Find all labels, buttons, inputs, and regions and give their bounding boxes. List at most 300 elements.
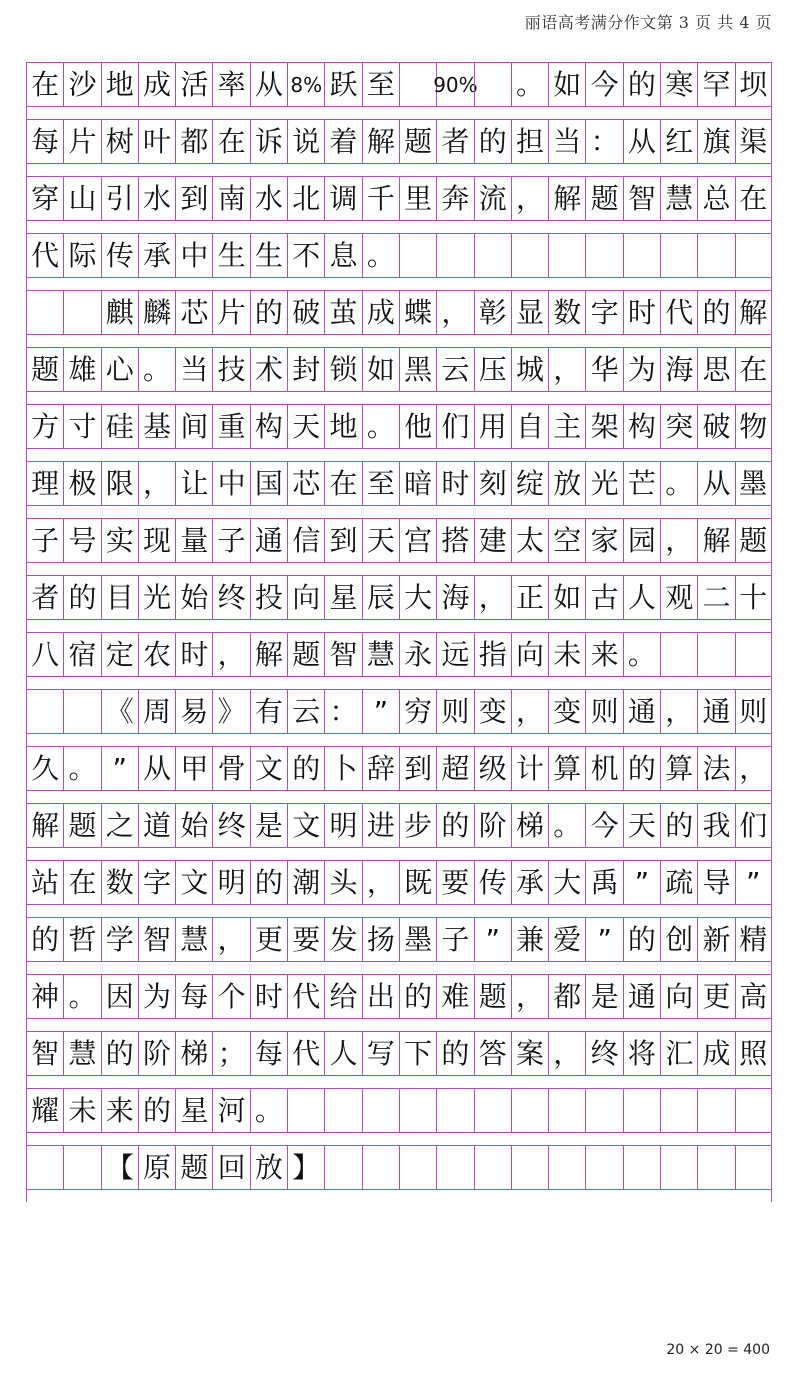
grid-cell: 重: [212, 405, 249, 448]
grid-cell: 叶: [138, 120, 175, 163]
grid-cell: 智: [26, 1032, 63, 1075]
grid-cell: 题: [175, 1146, 212, 1189]
grid-row: [26, 518, 772, 563]
grid-cell: 云: [287, 690, 324, 733]
grid-cell: 号: [63, 519, 100, 562]
grid-cell: 的: [623, 63, 660, 106]
grid-cell: 子: [212, 519, 249, 562]
grid-cell: ，: [436, 291, 473, 334]
grid-row: [26, 62, 772, 107]
grid-cell: 天: [287, 405, 324, 448]
grid-cell: 从: [250, 63, 287, 106]
grid-cell: [548, 1089, 585, 1132]
grid-cell: 站: [26, 861, 63, 904]
grid-cell: 们: [735, 804, 772, 847]
grid-cell: [436, 1146, 473, 1189]
grid-cell: 破: [287, 291, 324, 334]
grid-cell: 云: [436, 348, 473, 391]
grid-cell: [697, 633, 734, 676]
grid-cell: [548, 1146, 585, 1189]
grid-row: [26, 176, 772, 221]
grid-cell: 解: [697, 519, 734, 562]
grid-cell: 架: [585, 405, 622, 448]
grid-cell: 时: [436, 462, 473, 505]
grid-cell: ，: [511, 690, 548, 733]
grid-cell: 爱: [548, 918, 585, 961]
row-gap: [26, 1133, 772, 1145]
grid-cell: 慧: [660, 177, 697, 220]
grid-cell: 大: [399, 576, 436, 619]
grid-cell: 里: [399, 177, 436, 220]
grid-cell: [399, 1146, 436, 1189]
grid-cell: 承: [138, 234, 175, 277]
grid-cell: 智: [138, 918, 175, 961]
grid-cell: [585, 234, 622, 277]
grid-cell: 题: [474, 975, 511, 1018]
grid-cell: ，: [660, 690, 697, 733]
grid-cell: 导: [697, 861, 734, 904]
grid-cell: 中: [175, 234, 212, 277]
grid-cell: 法: [697, 747, 734, 790]
grid-cell: 中: [212, 462, 249, 505]
grid-cell: 者: [26, 576, 63, 619]
grid-row: [26, 119, 772, 164]
grid-row: [26, 1031, 772, 1076]
grid-cell: 通: [250, 519, 287, 562]
grid-cell: 。: [362, 234, 399, 277]
grid-cell: 8%: [287, 63, 324, 106]
grid-cell: 麟: [138, 291, 175, 334]
grid-cell: 正: [511, 576, 548, 619]
grid-cell: 既: [399, 861, 436, 904]
grid-cell: 投: [250, 576, 287, 619]
grid-cell: 照: [735, 1032, 772, 1075]
grid-row: [26, 974, 772, 1019]
grid-cell: 文: [287, 804, 324, 847]
grid-cell: 穷: [399, 690, 436, 733]
grid-cell: 的: [63, 576, 100, 619]
grid-row: [26, 1088, 772, 1133]
grid-cell: 引: [101, 177, 138, 220]
grid-cell: 疏: [660, 861, 697, 904]
grid-cell: 自: [511, 405, 548, 448]
grid-cell: 通: [697, 690, 734, 733]
grid-cell: 搭: [436, 519, 473, 562]
grid-cell: [511, 1089, 548, 1132]
grid-cell: 在: [26, 63, 63, 106]
grid-cell: 调: [324, 177, 361, 220]
grid-cell: 芯: [175, 291, 212, 334]
grid-cell: 生: [250, 234, 287, 277]
grid-cell: 终: [212, 576, 249, 619]
grid-cell: 慧: [175, 918, 212, 961]
row-gap: [26, 563, 772, 575]
grid-cell: 到: [324, 519, 361, 562]
grid-cell: ，: [511, 975, 548, 1018]
grid-cell: 诉: [250, 120, 287, 163]
grid-cell: 甲: [175, 747, 212, 790]
grid-cell: 海: [436, 576, 473, 619]
grid-cell: 树: [101, 120, 138, 163]
grid-row: [26, 746, 772, 791]
grid-cell: 因: [101, 975, 138, 1018]
grid-cell: 家: [585, 519, 622, 562]
grid-cell: 跃: [324, 63, 361, 106]
grid-cell: 在: [212, 120, 249, 163]
grid-cell: [585, 1146, 622, 1189]
grid-cell: [436, 1089, 473, 1132]
grid-cell: 代: [660, 291, 697, 334]
grid-cell: 梯: [511, 804, 548, 847]
grid-cell: 个: [212, 975, 249, 1018]
grid-cell: 字: [138, 861, 175, 904]
grid-cell: 哲: [63, 918, 100, 961]
grid-cell: 星: [175, 1089, 212, 1132]
grid-cell: 墨: [735, 462, 772, 505]
grid-cell: 罕: [697, 63, 734, 106]
grid-cell: [660, 633, 697, 676]
grid-cell: [287, 1089, 324, 1132]
grid-cell: [511, 1146, 548, 1189]
row-gap: [26, 1076, 772, 1088]
grid-cell: 更: [250, 918, 287, 961]
grid-cell: 压: [474, 348, 511, 391]
grid-cell: 。: [250, 1089, 287, 1132]
grid-cell: 明: [324, 804, 361, 847]
grid-cell: 未: [548, 633, 585, 676]
grid-cell: 神: [26, 975, 63, 1018]
grid-cell: 的: [287, 747, 324, 790]
grid-cell: [697, 1146, 734, 1189]
grid-cell: 步: [399, 804, 436, 847]
grid-cell: 生: [212, 234, 249, 277]
grid-cell: 算: [660, 747, 697, 790]
grid-cell: [399, 1089, 436, 1132]
grid-cell: 沙: [63, 63, 100, 106]
grid-cell: 为: [138, 975, 175, 1018]
grid-cell: 头: [324, 861, 361, 904]
grid-cell: 放: [548, 462, 585, 505]
grid-cell: [660, 234, 697, 277]
grid-cell: 构: [623, 405, 660, 448]
grid-cell: 墨: [399, 918, 436, 961]
grid-cell: 代: [26, 234, 63, 277]
grid-cell: 是: [250, 804, 287, 847]
grid-cell: 向: [660, 975, 697, 1018]
row-gap: [26, 1019, 772, 1031]
grid-cell: 子: [436, 918, 473, 961]
grid-cell: 久: [26, 747, 63, 790]
grid-cell: 千: [362, 177, 399, 220]
grid-cell: ，: [511, 177, 548, 220]
grid-cell: 目: [101, 576, 138, 619]
grid-cell: 的: [436, 1032, 473, 1075]
grid-cell: [623, 234, 660, 277]
grid-cell: [63, 1146, 100, 1189]
grid-cell: 时: [250, 975, 287, 1018]
grid-cell: [362, 1089, 399, 1132]
grid-cell: 文: [175, 861, 212, 904]
grid-cell: 代: [287, 975, 324, 1018]
grid-cell: 地: [101, 63, 138, 106]
row-gap: [26, 449, 772, 461]
grid-cell: 计: [511, 747, 548, 790]
grid-cell: 90%: [436, 63, 473, 106]
grid-cell: 之: [101, 804, 138, 847]
grid-cell: 始: [175, 576, 212, 619]
grid-cell: [623, 1089, 660, 1132]
grid-cell: ；: [212, 1032, 249, 1075]
grid-cell: 地: [324, 405, 361, 448]
grid-cell: 答: [474, 1032, 511, 1075]
row-gap: [26, 278, 772, 290]
grid-cell: 扬: [362, 918, 399, 961]
grid-cell: 息: [324, 234, 361, 277]
grid-cell: 蝶: [399, 291, 436, 334]
grid-row: [26, 290, 772, 335]
grid-cell: 突: [660, 405, 697, 448]
grid-cell: 宿: [63, 633, 100, 676]
grid-cell: 活: [175, 63, 212, 106]
grid-cell: ”: [735, 861, 772, 904]
grid-cell: [63, 690, 100, 733]
grid-cell: 古: [585, 576, 622, 619]
grid-cell: 级: [474, 747, 511, 790]
grid-cell: 解: [250, 633, 287, 676]
row-gap: [26, 905, 772, 917]
grid-cell: 解: [735, 291, 772, 334]
grid-cell: 理: [26, 462, 63, 505]
grid-cell: 远: [436, 633, 473, 676]
grid-cell: 在: [324, 462, 361, 505]
grid-cell: 天: [623, 804, 660, 847]
grid-cell: 算: [548, 747, 585, 790]
grid-cell: [399, 63, 436, 106]
grid-cell: [735, 234, 772, 277]
grid-cell: 彰: [474, 291, 511, 334]
grid-cell: 人: [623, 576, 660, 619]
grid-cell: ：: [585, 120, 622, 163]
grid-cell: 》: [212, 690, 249, 733]
row-gap: [26, 791, 772, 803]
grid-cell: 写: [362, 1032, 399, 1075]
grid-cell: 不: [287, 234, 324, 277]
grid-cell: 率: [212, 63, 249, 106]
grid-cell: 农: [138, 633, 175, 676]
grid-cell: 旗: [697, 120, 734, 163]
grid-cell: 流: [474, 177, 511, 220]
grid-cell: 兼: [511, 918, 548, 961]
grid-cell: 每: [26, 120, 63, 163]
grid-cell: 。: [623, 633, 660, 676]
grid-cell: 易: [175, 690, 212, 733]
grid-cell: [548, 234, 585, 277]
grid-cell: 《: [101, 690, 138, 733]
grid-cell: 通: [623, 690, 660, 733]
grid-cell: 回: [212, 1146, 249, 1189]
grid-cell: 高: [735, 975, 772, 1018]
grid-cell: 向: [511, 633, 548, 676]
grid-cell: 雄: [63, 348, 100, 391]
grid-cell: [697, 234, 734, 277]
grid-cell: 宫: [399, 519, 436, 562]
grid-cell: 放: [250, 1146, 287, 1189]
grid-cell: ，: [212, 918, 249, 961]
grid-cell: 担: [511, 120, 548, 163]
grid-cell: 说: [287, 120, 324, 163]
grid-cell: 超: [436, 747, 473, 790]
grid-cell: 如: [362, 348, 399, 391]
grid-cell: 时: [175, 633, 212, 676]
grid-cell: 创: [660, 918, 697, 961]
grid-cell: 十: [735, 576, 772, 619]
grid-cell: 芒: [623, 462, 660, 505]
grid-cell: 题: [585, 177, 622, 220]
grid-cell: [735, 1089, 772, 1132]
grid-cell: 来: [101, 1089, 138, 1132]
grid-cell: 华: [585, 348, 622, 391]
grid-cell: 都: [175, 120, 212, 163]
grid-cell: 向: [287, 576, 324, 619]
grid-cell: 题: [399, 120, 436, 163]
grid-cell: 精: [735, 918, 772, 961]
grid-cell: 星: [324, 576, 361, 619]
grid-cell: 当: [175, 348, 212, 391]
grid-cell: 解: [26, 804, 63, 847]
grid-cell: 太: [511, 519, 548, 562]
grid-cell: 如: [548, 576, 585, 619]
grid-cell: 。: [63, 975, 100, 1018]
grid-cell: 始: [175, 804, 212, 847]
grid-cell: [474, 1146, 511, 1189]
grid-cell: 的: [697, 291, 734, 334]
grid-cell: 显: [511, 291, 548, 334]
grid-cell: 让: [175, 462, 212, 505]
row-gap: [26, 392, 772, 404]
grid-cell: [697, 1089, 734, 1132]
grid-cell: 有: [250, 690, 287, 733]
grid-cell: 片: [212, 291, 249, 334]
grid-cell: 黑: [399, 348, 436, 391]
grid-cell: [585, 1089, 622, 1132]
grid-cell: 思: [697, 348, 734, 391]
grid-cell: 慧: [63, 1032, 100, 1075]
grid-row: [26, 404, 772, 449]
grid-cell: 永: [399, 633, 436, 676]
grid-cell: 将: [623, 1032, 660, 1075]
grid-cell: 来: [585, 633, 622, 676]
grid-cell: 题: [287, 633, 324, 676]
grid-cell: 数: [101, 861, 138, 904]
grid-cell: 山: [63, 177, 100, 220]
grid-cell: 道: [138, 804, 175, 847]
grid-cell: [511, 234, 548, 277]
grid-cell: 阶: [138, 1032, 175, 1075]
grid-cell: 发: [324, 918, 361, 961]
grid-cell: [474, 234, 511, 277]
grid-cell: 者: [436, 120, 473, 163]
grid-cell: 传: [474, 861, 511, 904]
grid-cell: 天: [362, 519, 399, 562]
grid-cell: ”: [474, 918, 511, 961]
grid-cell: 到: [175, 177, 212, 220]
grid-cell: 在: [63, 861, 100, 904]
grid-cell: 阶: [474, 804, 511, 847]
grid-cell: 梯: [175, 1032, 212, 1075]
grid-cell: 承: [511, 861, 548, 904]
grid-cell: 慧: [362, 633, 399, 676]
grid-cell: 城: [511, 348, 548, 391]
grid-cell: 总: [697, 177, 734, 220]
grid-row: [26, 803, 772, 848]
grid-cell: ”: [362, 690, 399, 733]
grid-cell: 到: [399, 747, 436, 790]
grid-cell: 。: [362, 405, 399, 448]
grid-cell: ，: [548, 1032, 585, 1075]
grid-cell: 间: [175, 405, 212, 448]
grid-cell: 学: [101, 918, 138, 961]
grid-cell: 坝: [735, 63, 772, 106]
grid-cell: 至: [362, 63, 399, 106]
grid-row: [26, 575, 772, 620]
grid-cell: 为: [623, 348, 660, 391]
grid-cell: 从: [697, 462, 734, 505]
grid-cell: 的: [250, 291, 287, 334]
grid-cell: 他: [399, 405, 436, 448]
grid-cell: 则: [585, 690, 622, 733]
grid-cell: 术: [250, 348, 287, 391]
grid-spec-label: 20 × 20 = 400: [666, 1342, 770, 1358]
grid-cell: 在: [735, 177, 772, 220]
grid-cell: 。: [660, 462, 697, 505]
grid-cell: 主: [548, 405, 585, 448]
grid-cell: 变: [548, 690, 585, 733]
grid-cell: 今: [585, 63, 622, 106]
grid-cell: 现: [138, 519, 175, 562]
grid-cell: ”: [623, 861, 660, 904]
grid-cell: 南: [212, 177, 249, 220]
grid-cell: [26, 1146, 63, 1189]
grid-cell: 辞: [362, 747, 399, 790]
grid-cell: 空: [548, 519, 585, 562]
grid-cell: 寒: [660, 63, 697, 106]
row-gap: [26, 221, 772, 233]
grid-cell: 。: [548, 804, 585, 847]
grid-cell: 水: [250, 177, 287, 220]
grid-cell: 禹: [585, 861, 622, 904]
grid-cell: 明: [212, 861, 249, 904]
grid-cell: 构: [250, 405, 287, 448]
grid-cell: ”: [101, 747, 138, 790]
grid-cell: 成: [362, 291, 399, 334]
row-gap: [26, 962, 772, 974]
grid-cell: [735, 1146, 772, 1189]
grid-cell: 的: [26, 918, 63, 961]
grid-cell: 【: [101, 1146, 138, 1189]
row-gap: [26, 677, 772, 689]
grid-cell: 北: [287, 177, 324, 220]
grid-cell: [474, 1089, 511, 1132]
grid-cell: 信: [287, 519, 324, 562]
grid-cell: 际: [63, 234, 100, 277]
grid-cell: 给: [324, 975, 361, 1018]
grid-cell: ，: [660, 519, 697, 562]
grid-cell: ，: [735, 747, 772, 790]
grid-cell: 成: [697, 1032, 734, 1075]
grid-cell: 的: [660, 804, 697, 847]
grid-cell: 辰: [362, 576, 399, 619]
grid-cell: 的: [623, 747, 660, 790]
